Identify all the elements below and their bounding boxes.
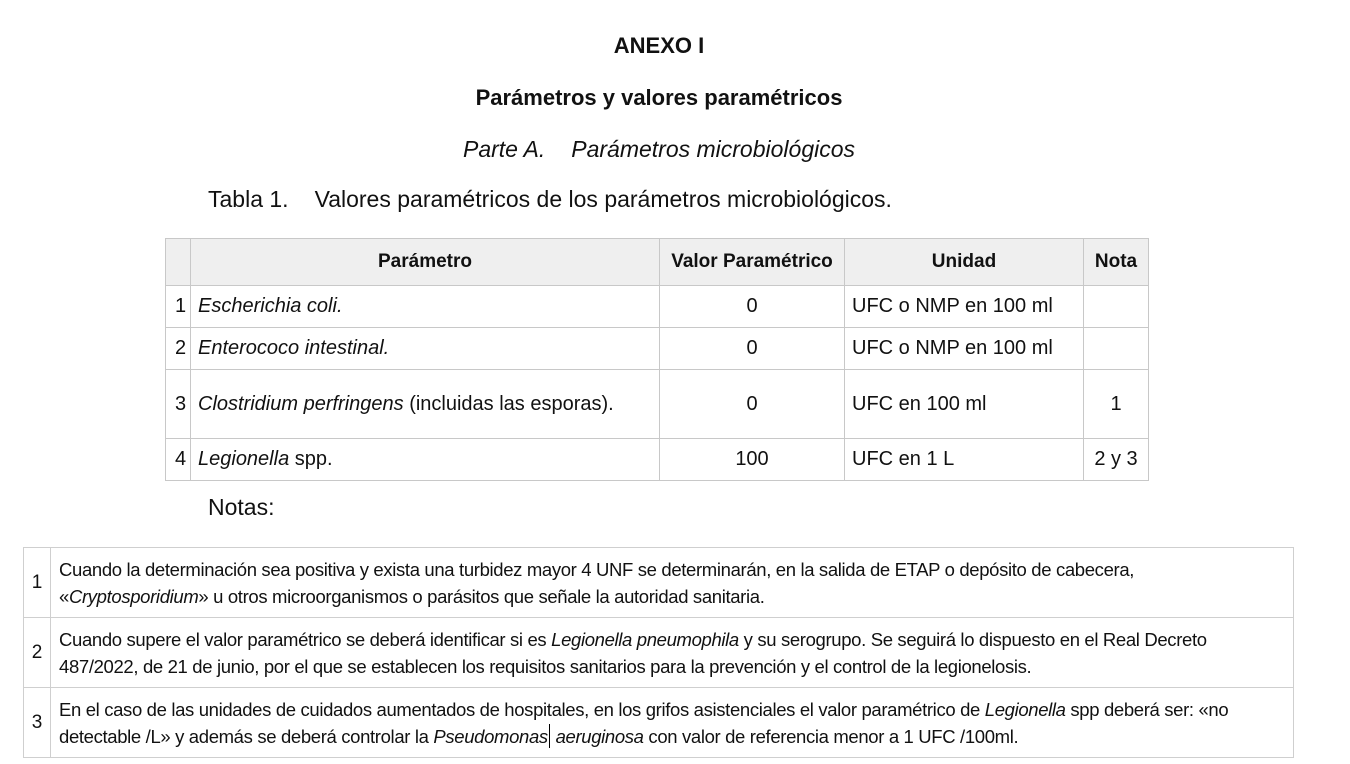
row-parameter: Clostridium perfringens (incluidas las esporas). xyxy=(191,370,660,439)
table-label: Tabla 1. xyxy=(208,186,289,212)
table-row xyxy=(166,370,1149,439)
notes-label: Notas: xyxy=(208,494,275,520)
row-note: 2 y 3 xyxy=(1084,439,1149,481)
row-value: 100 xyxy=(660,439,845,481)
note-index: 2 xyxy=(24,618,51,688)
part-label: Parte A. xyxy=(462,136,546,162)
note-text[interactable]: En el caso de las unidades de cuidados aumentados de hospitales, en los grifos asistenciales el valor paramétrico de Legionella spp deberá ser: «no detectable /L» y además se deberá controlar la Pseudomonas aeruginosa con valor de referencia menor a 1 UFC /100ml. xyxy=(51,688,1294,758)
table-title: Valores paramétricos de los parámetros microbiológicos. xyxy=(314,186,892,212)
part-title xyxy=(0,136,1318,163)
note-index: 1 xyxy=(24,548,51,618)
row-unit: UFC en 1 L xyxy=(845,439,1084,481)
note-row xyxy=(24,618,1294,688)
header-parameter: Parámetro xyxy=(191,239,660,286)
row-index: 3 xyxy=(166,370,191,439)
row-note xyxy=(1084,286,1149,328)
row-parameter: Enterococo intestinal. xyxy=(191,328,660,370)
part-name: Parámetros microbiológicos xyxy=(571,136,856,162)
row-parameter: Escherichia coli. xyxy=(191,286,660,328)
text-cursor xyxy=(549,724,550,748)
table-row xyxy=(166,439,1149,481)
annex-title: ANEXO I xyxy=(613,33,705,58)
note-row xyxy=(24,548,1294,618)
note-row xyxy=(24,688,1294,758)
row-unit: UFC o NMP en 100 ml xyxy=(845,286,1084,328)
note-index: 3 xyxy=(24,688,51,758)
row-parameter: Legionella spp. xyxy=(191,439,660,481)
notes-table xyxy=(23,547,1294,758)
row-index: 4 xyxy=(166,439,191,481)
row-index: 2 xyxy=(166,328,191,370)
row-note xyxy=(1084,328,1149,370)
row-index: 1 xyxy=(166,286,191,328)
table-caption xyxy=(208,186,892,213)
row-value: 0 xyxy=(660,328,845,370)
header-unit: Unidad xyxy=(845,239,1084,286)
header-index xyxy=(166,239,191,286)
row-value: 0 xyxy=(660,370,845,439)
header-note: Nota xyxy=(1084,239,1149,286)
table-row xyxy=(166,286,1149,328)
table-header-row xyxy=(166,239,1149,286)
note-text[interactable]: Cuando la determinación sea positiva y exista una turbidez mayor 4 UNF se determinarán, en la salida de ETAP o depósito de cabecera, «Cryptosporidium» u otros microorganismos o parásitos que señale la autoridad sanitaria. xyxy=(51,548,1294,618)
row-value: 0 xyxy=(660,286,845,328)
row-unit: UFC o NMP en 100 ml xyxy=(845,328,1084,370)
section-title: Parámetros y valores paramétricos xyxy=(475,85,843,110)
note-text[interactable]: Cuando supere el valor paramétrico se deberá identificar si es Legionella pneumophila y su serogrupo. Se seguirá lo dispuesto en el Real Decreto 487/2022, de 21 de junio, por el que se establecen los requisitos sanitarios para la prevención y el control de la legionelosis. xyxy=(51,618,1294,688)
table-row xyxy=(166,328,1149,370)
row-unit: UFC en 100 ml xyxy=(845,370,1084,439)
header-value: Valor Paramétrico xyxy=(660,239,845,286)
parameters-table xyxy=(165,238,1149,481)
row-note: 1 xyxy=(1084,370,1149,439)
